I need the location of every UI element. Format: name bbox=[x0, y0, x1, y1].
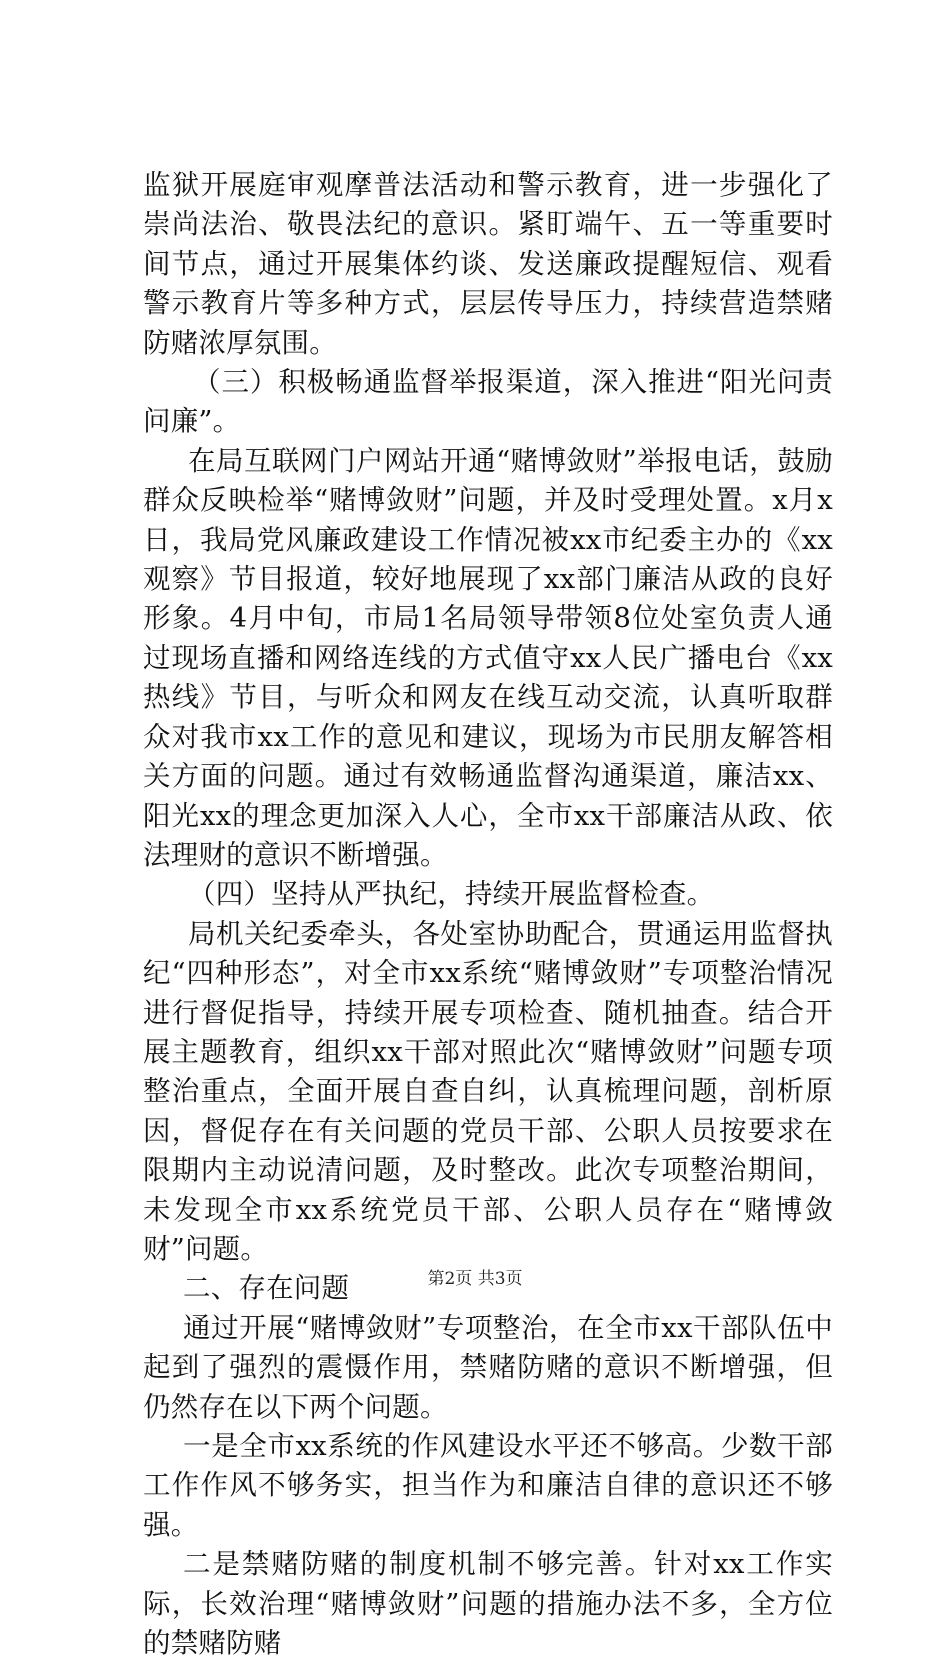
paragraph-supervision: 局机关纪委牵头，各处室协助配合，贯通运用监督执纪“四种形态”，对全市xx系统“赌博敛财”专项整治情况进行督促指导，持续开展专项检查、随机抽查。结合开展主题教育，组织xx干部对照此次“赌博敛财”问题专项整治重点，全面开展自查自纠，认真梳理问题，剖析原因，督促存在有关问题的党员干部、公职人员按要求在限期内主动说清问题，及时整改。此次专项整治期间，未发现全市xx系统党员干部、公职人员存在“赌博敛财”问题。 bbox=[143, 917, 833, 1265]
section-heading-problems: 二、存在问题 bbox=[183, 1272, 350, 1305]
paragraph-problem-two: 二是禁赌防赌的制度机制不够完善。针对xx工作实际，长效治理“赌博敛财”问题的措施办法不多，全方位的禁赌防赌 bbox=[143, 1548, 833, 1660]
paragraph-report-channels: 在局互联网门户网站开通“赌博敛财”举报电话，鼓励群众反映检举“赌博敛财”问题，并及时受理处置。x月x日，我局党风廉政建设工作情况被xx市纪委主办的《xx观察》节目报道，较好地展现了xx部门廉洁从政的良好形象。4月中旬，市局1名局领导带领8位处室负责人通过现场直播和网络连线的方式值守xx人民广播电台《xx热线》节目，与听众和网友在线互动交流，认真听取群众对我市xx工作的意见和建议，现场为市民朋友解答相关方面的问题。通过有效畅通监督沟通渠道，廉洁xx、阳光xx的理念更加深入人心，全市xx干部廉洁从政、依法理财的意识不断增强。 bbox=[143, 444, 833, 871]
section-heading-3: （三）积极畅通监督举报渠道，深入推进“阳光问责问廉”。 bbox=[143, 366, 833, 438]
paragraph-problems-intro: 通过开展“赌博敛财”专项整治，在全市xx干部队伍中起到了强烈的震慑作用，禁赌防赌的意识不断增强，但仍然存在以下两个问题。 bbox=[143, 1311, 833, 1423]
paragraph-problem-one: 一是全市xx系统的作风建设水平还不够高。少数干部工作作风不够务实，担当作为和廉洁自律的意识还不够强。 bbox=[143, 1430, 833, 1541]
page-footer: 第2页 共3页 bbox=[427, 1269, 523, 1289]
document-body bbox=[143, 166, 833, 1663]
paragraph-continuation: 监狱开展庭审观摩普法活动和警示教育，进一步强化了崇尚法治、敬畏法纪的意识。紧盯端午、五一等重要时间节点，通过开展集体约谈、发送廉政提醒短信、观看警示教育片等多种方式，层层传导压力，持续营造禁赌防赌浓厚氛围。 bbox=[143, 169, 833, 359]
section-heading-4: （四）坚持从严执纪，持续开展监督检查。 bbox=[188, 878, 715, 911]
